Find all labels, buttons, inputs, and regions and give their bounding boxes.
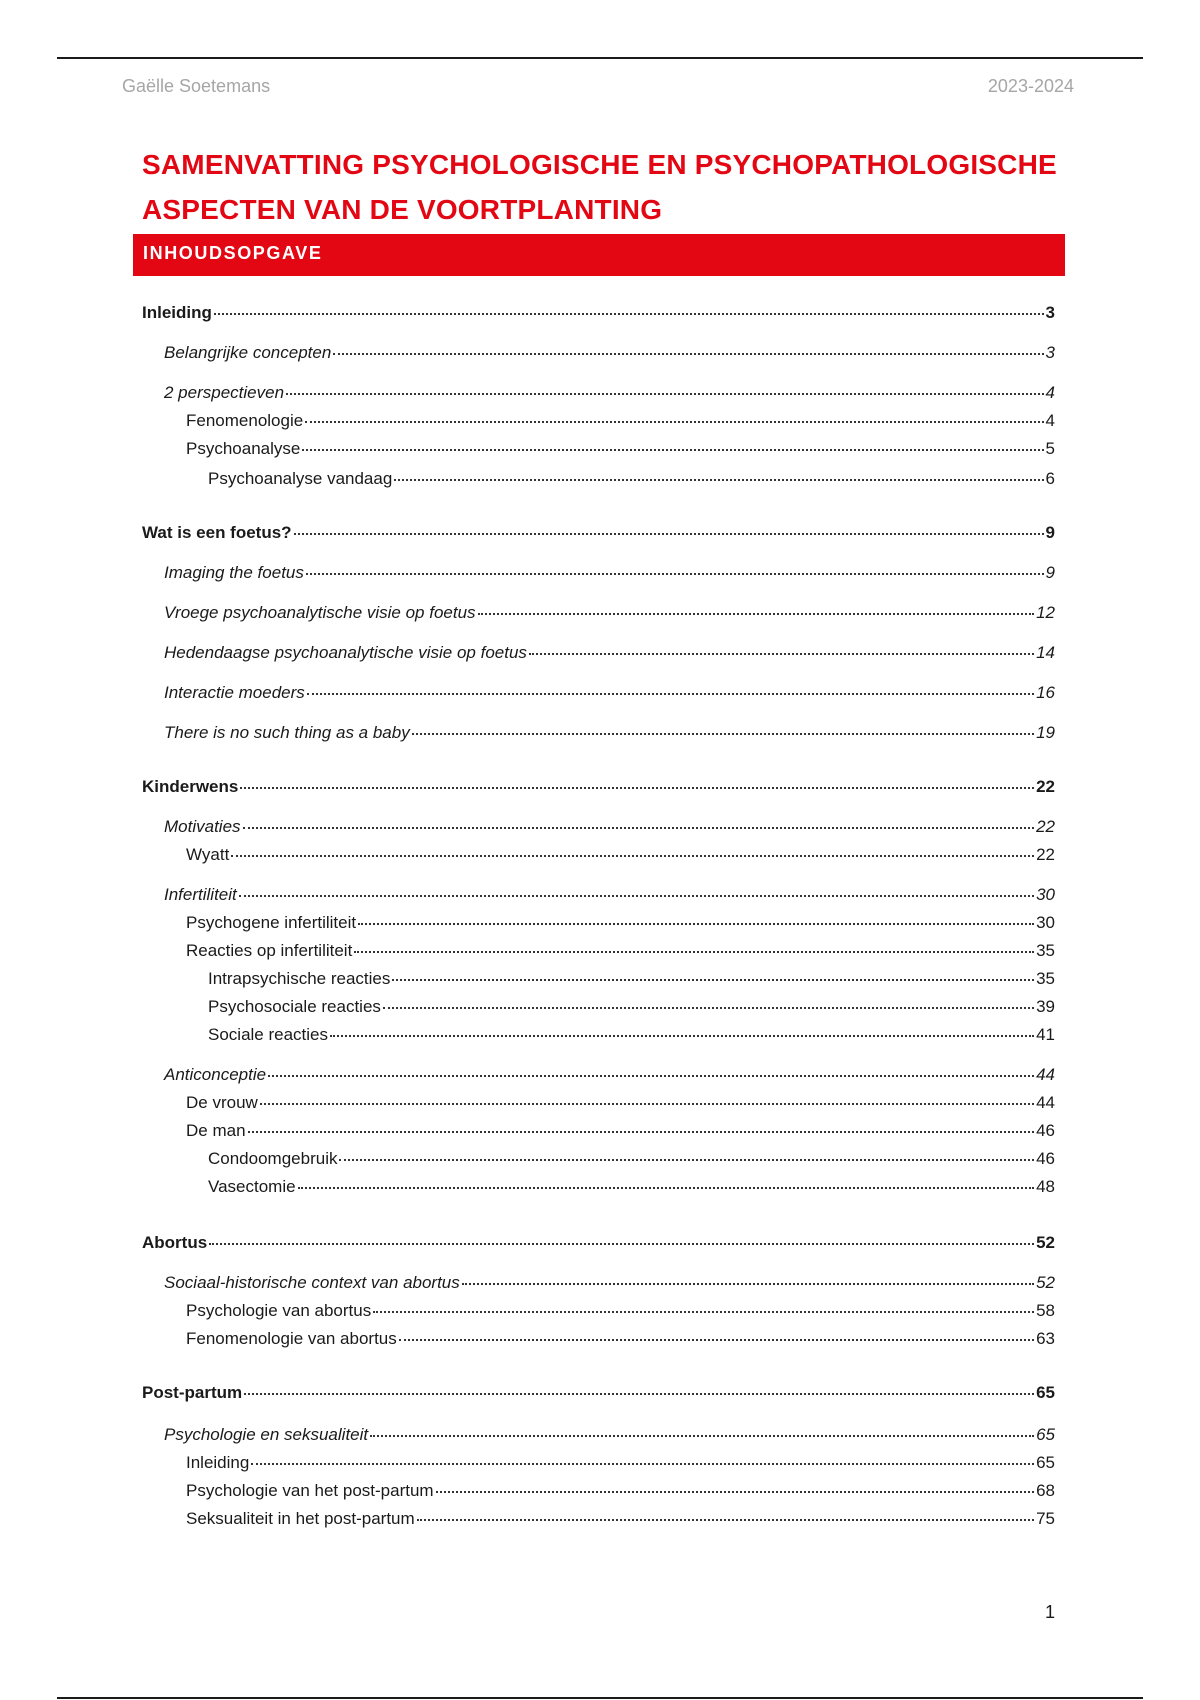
toc-entry[interactable]: Sociaal-historische context van abortus 52 (164, 1272, 1055, 1294)
toc-entry[interactable]: 2 perspectieven 4 (164, 382, 1055, 404)
toc-heading: INHOUDSOPGAVE (143, 243, 323, 263)
toc-entry[interactable]: Belangrijke concepten 3 (164, 342, 1055, 364)
toc-entry[interactable]: Abortus 52 (142, 1232, 1055, 1254)
toc-entry[interactable]: Psychoanalyse 5 (186, 438, 1055, 460)
toc-entry[interactable]: Psychologie van het post-partum 68 (186, 1480, 1055, 1502)
toc-entry[interactable]: Inleiding 65 (186, 1452, 1055, 1474)
toc-entry[interactable]: Vroege psychoanalytische visie op foetus 12 (164, 602, 1055, 624)
toc-entry[interactable]: Sociale reacties 41 (208, 1024, 1055, 1046)
toc-entry[interactable]: Psychosociale reacties 39 (208, 996, 1055, 1018)
title-line-1: SAMENVATTING PSYCHOLOGISCHE EN PSYCHOPATHOLOGISCHE (142, 149, 1057, 180)
toc-entry[interactable]: Psychogene infertiliteit 30 (186, 912, 1055, 934)
toc-entry[interactable]: De vrouw 44 (186, 1092, 1055, 1114)
header-year: 2023-2024 (987, 76, 1074, 96)
toc-entry[interactable]: Anticonceptie 44 (164, 1064, 1055, 1086)
toc-entry[interactable]: Seksualiteit in het post-partum 75 (186, 1508, 1055, 1530)
toc-entry[interactable]: Imaging the foetus 9 (164, 562, 1055, 584)
header-author: Gaëlle Soetemans (122, 76, 271, 96)
toc-entry[interactable]: Motivaties 22 (164, 816, 1055, 838)
toc-entry[interactable]: Post-partum 65 (142, 1382, 1055, 1404)
toc-entry[interactable]: Hedendaagse psychoanalytische visie op foetus 14 (164, 642, 1055, 664)
toc-entry[interactable]: Interactie moeders 16 (164, 682, 1055, 704)
toc-entry[interactable]: De man 46 (186, 1120, 1055, 1142)
toc-entry[interactable]: Psychologie en seksualiteit 65 (164, 1424, 1055, 1446)
toc-entry[interactable]: Infertiliteit 30 (164, 884, 1055, 906)
title-line-2: ASPECTEN VAN DE VOORTPLANTING (142, 194, 663, 225)
toc-entry[interactable]: Inleiding 3 (142, 302, 1055, 324)
toc-entry[interactable]: Fenomenologie 4 (186, 410, 1055, 432)
toc-entry[interactable]: There is no such thing as a baby 19 (164, 722, 1055, 744)
page-number: 1 (1044, 1602, 1055, 1622)
toc-entry[interactable]: Psychoanalyse vandaag 6 (208, 468, 1055, 490)
toc-entry[interactable]: Vasectomie 48 (208, 1176, 1055, 1198)
toc-entry[interactable]: Psychologie van abortus 58 (186, 1300, 1055, 1322)
toc-entry[interactable]: Fenomenologie van abortus 63 (186, 1328, 1055, 1350)
toc-entry[interactable]: Wat is een foetus? 9 (142, 522, 1055, 544)
toc-entry[interactable]: Reacties op infertiliteit 35 (186, 940, 1055, 962)
toc-entry[interactable]: Wyatt 22 (186, 844, 1055, 866)
footer-rule (57, 1697, 1143, 1699)
toc-entry[interactable]: Kinderwens 22 (142, 776, 1055, 798)
toc-entry[interactable]: Condoomgebruik 46 (208, 1148, 1055, 1170)
toc-entry[interactable]: Intrapsychische reacties 35 (208, 968, 1055, 990)
